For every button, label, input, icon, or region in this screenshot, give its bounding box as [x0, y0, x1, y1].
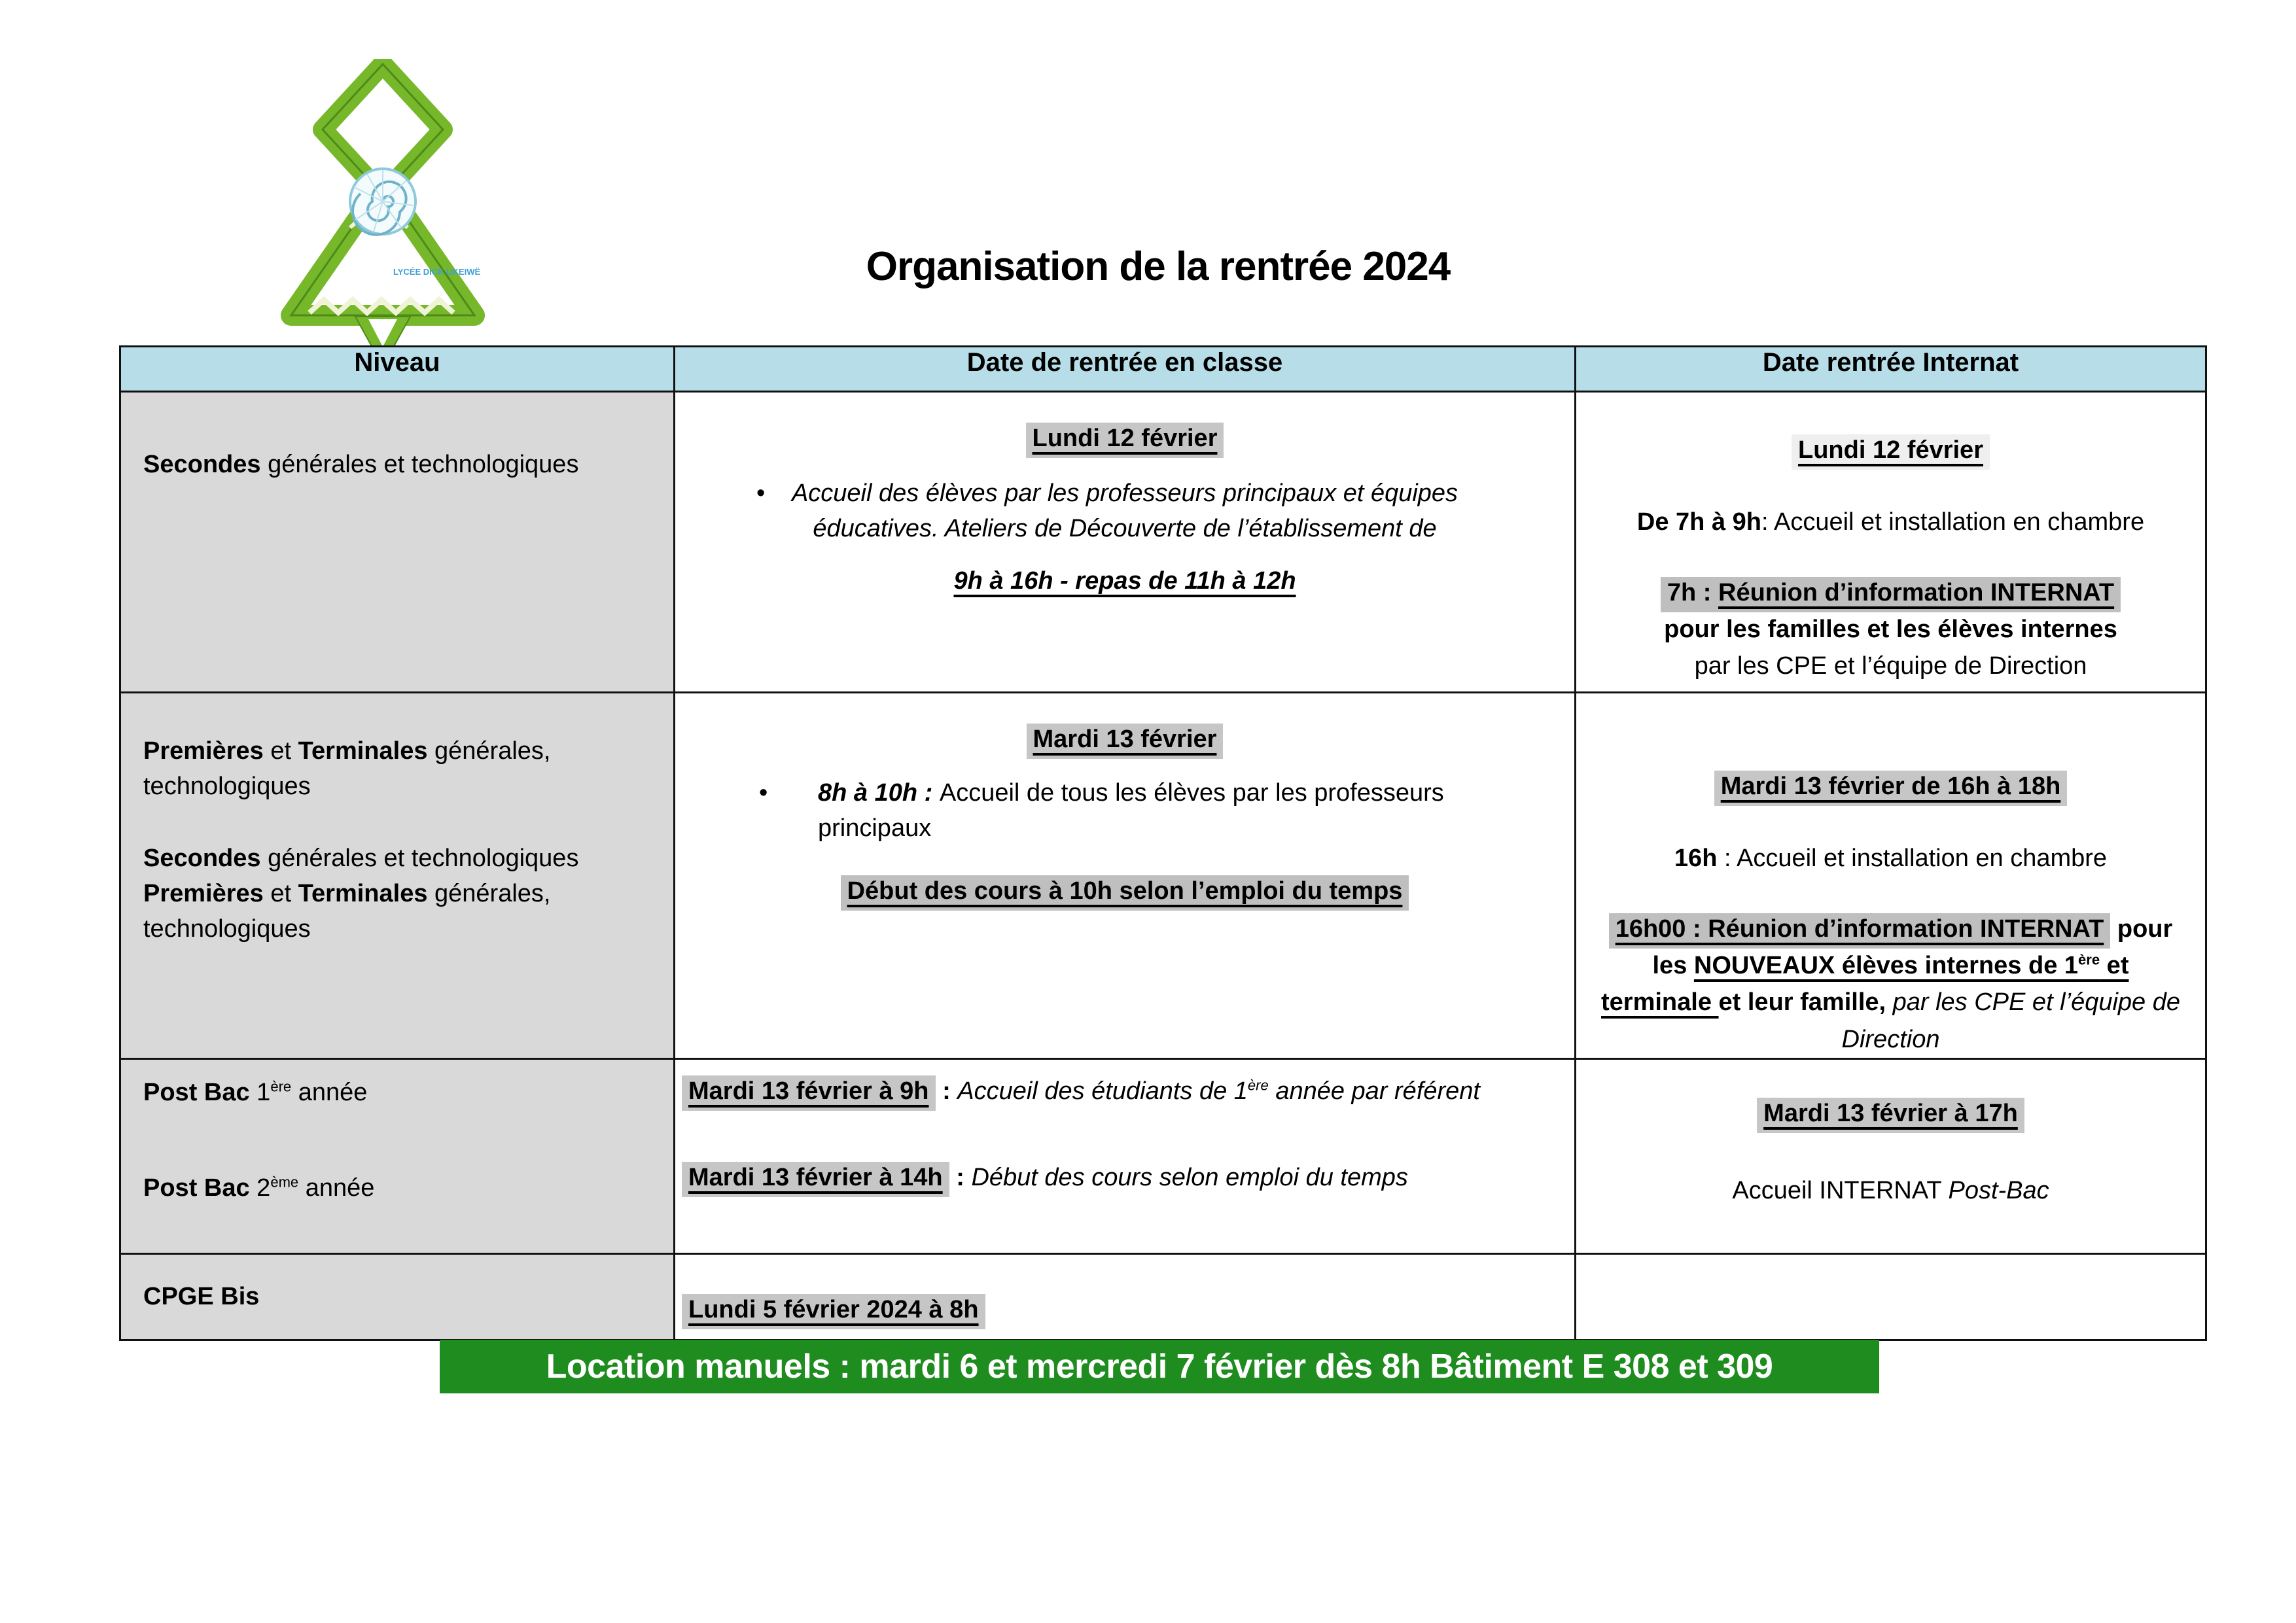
text-run: générales, technologiques	[143, 737, 551, 800]
text-run: 8h à 10h :	[818, 778, 940, 807]
arrival-line	[1600, 505, 2181, 540]
date-line	[699, 421, 1551, 457]
arrival-line	[1600, 841, 2181, 877]
header-date-internat: Date rentrée Internat	[1576, 347, 2206, 392]
date-highlight: Lundi 5 février 2024 à 8h	[682, 1294, 985, 1329]
header-date-classe: Date de rentrée en classe	[675, 347, 1576, 392]
date-highlight: Mardi 13 février à 17h	[1757, 1098, 2024, 1133]
text-run: :	[949, 1163, 972, 1191]
logo-caption: LYCÉE DICK UKEIWË	[393, 267, 481, 277]
cell-r3-niveau	[120, 1058, 675, 1253]
text-run: Post Bac	[143, 1078, 250, 1106]
text-run: Premières	[143, 737, 264, 765]
text-run: Post-Bac	[1948, 1176, 2049, 1204]
page-title: Organisation de la rentrée 2024	[866, 244, 1451, 289]
date-line	[682, 1293, 1548, 1328]
text-run: Accueil INTERNAT	[1732, 1176, 1949, 1204]
text-run: Début des cours selon emploi du temps	[971, 1163, 1408, 1191]
text-run: 16h	[1674, 844, 1718, 872]
superscript: ème	[270, 1174, 299, 1191]
cell-r2-niveau	[120, 693, 675, 1059]
text-run: par les CPE et l’équipe de Direction	[1694, 652, 2087, 680]
text-run: Réunion d’information INTERNAT	[1718, 578, 2115, 606]
date-highlight: Mardi 13 février de 16h à 18h	[1714, 771, 2068, 806]
text-run: : Accueil et installation en chambre	[1761, 508, 2145, 536]
school-logo-graphic	[278, 59, 501, 347]
meeting-block	[1600, 574, 2181, 685]
text-run: générales et technologiques	[260, 844, 579, 872]
row-premieres-terminales	[120, 693, 2206, 1059]
meeting-line-1	[1600, 574, 2181, 611]
meeting-highlight: 16h00 : Réunion d’information INTERNAT	[1609, 913, 2111, 949]
superscript: ère	[2078, 951, 2100, 968]
school-logo	[278, 59, 501, 347]
text-run: Secondes	[143, 844, 261, 872]
text-run: 7h :	[1667, 578, 1718, 606]
text-run: Terminales	[298, 737, 428, 765]
date-line	[682, 1074, 1548, 1109]
meeting-line-3	[1600, 648, 2181, 684]
date-line	[1600, 1096, 2181, 1132]
text-run: pour les	[1652, 915, 2173, 980]
niveau-text	[143, 805, 654, 877]
text-run: Secondes	[143, 451, 261, 478]
cell-r4-internat	[1576, 1253, 2206, 1340]
text-run: NOUVEAUX élèves internes de 1	[1693, 952, 2079, 980]
text-run: Accueil des étudiants de 1	[957, 1077, 1248, 1105]
text-run: 1	[249, 1078, 271, 1106]
text-run: et leur famille,	[1718, 988, 1893, 1017]
header-row	[120, 347, 2206, 392]
location-manuels-banner: Location manuels : mardi 6 et mercredi 7 février dès 8h Bâtiment E 308 et 309	[440, 1340, 1879, 1393]
text-run: 2	[249, 1174, 271, 1202]
text-run: pour les familles et les élèves internes	[1664, 616, 2117, 644]
text-run: De 7h à 9h	[1636, 508, 1761, 536]
rentree-table	[119, 345, 2207, 1341]
text-run: Accueil des élèves par les professeurs principaux et équipes éducatives. Ateliers de Découverte de l’établissement de	[791, 479, 1458, 542]
accueil-line	[1600, 1174, 2181, 1209]
text-run: par les CPE et l’équipe de Direction	[1841, 988, 2180, 1053]
row-cpge-bis	[120, 1253, 2206, 1340]
text-run: Accueil de tous les élèves par les professeurs principaux	[818, 778, 1444, 842]
text-run: et terminale	[1601, 952, 2129, 1017]
niveau-text	[143, 393, 654, 483]
niveau-text	[143, 1255, 654, 1315]
date-highlight: Lundi 12 février	[1792, 434, 1990, 470]
text-run: Premières	[143, 879, 264, 907]
header-niveau: Niveau	[120, 347, 675, 392]
meeting-highlight	[1661, 577, 2121, 612]
text-run: CPGE Bis	[143, 1282, 260, 1310]
text-run: : Accueil et installation en chambre	[1717, 844, 2108, 872]
bullet-icon: •	[759, 778, 768, 807]
text-run: et	[263, 737, 298, 765]
bullet-icon: •	[756, 479, 766, 507]
cell-r4-niveau	[120, 1253, 675, 1340]
text-run: Terminales	[298, 879, 428, 907]
cell-r2-internat	[1576, 693, 2206, 1059]
date-highlight: Mardi 13 février à 14h	[682, 1162, 949, 1197]
row-secondes	[120, 392, 2206, 693]
meeting-paragraph	[1600, 911, 2181, 1058]
date-highlight: Lundi 12 février	[1026, 423, 1224, 458]
row-post-bac	[120, 1058, 2206, 1253]
date-line	[1600, 769, 2181, 805]
niveau-text	[143, 1060, 654, 1111]
date-highlight: Mardi 13 février	[1027, 724, 1224, 759]
text-run: et	[263, 879, 298, 907]
cours-highlight: Début des cours à 10h selon l’emploi du temps	[841, 875, 1409, 911]
text-run: générales, technologiques	[143, 879, 551, 943]
cell-r3-classe	[675, 1058, 1576, 1253]
text-run: :	[935, 1077, 958, 1105]
cell-r1-internat	[1576, 392, 2206, 693]
date-line	[699, 722, 1551, 758]
text-run: générales et technologiques	[260, 451, 579, 478]
cell-r1-classe	[675, 392, 1576, 693]
niveau-text	[143, 693, 654, 805]
text-run: 9h à 16h - repas de 11h à 12h	[953, 567, 1296, 595]
cell-r3-internat	[1576, 1058, 2206, 1253]
cell-r2-classe	[675, 693, 1576, 1059]
cell-r1-niveau	[120, 392, 675, 693]
bullet-paragraph	[699, 776, 1551, 846]
date-line	[1600, 433, 2181, 468]
text-run: année	[291, 1078, 368, 1106]
text-run: Post Bac	[143, 1174, 250, 1202]
superscript: ère	[270, 1078, 292, 1095]
cours-line	[699, 874, 1551, 909]
superscript: ère	[1247, 1077, 1269, 1094]
text-run	[957, 1077, 1480, 1105]
bullet-paragraph	[699, 476, 1551, 547]
date-line	[682, 1161, 1548, 1196]
text-run: année par référent	[1268, 1077, 1480, 1105]
niveau-text	[143, 877, 654, 947]
niveau-text	[143, 1111, 654, 1206]
text-run: année	[298, 1174, 375, 1202]
hours-line	[699, 564, 1551, 599]
cell-r4-classe	[675, 1253, 1576, 1340]
date-highlight: Mardi 13 février à 9h	[682, 1075, 936, 1111]
meeting-line-2	[1600, 611, 2181, 648]
